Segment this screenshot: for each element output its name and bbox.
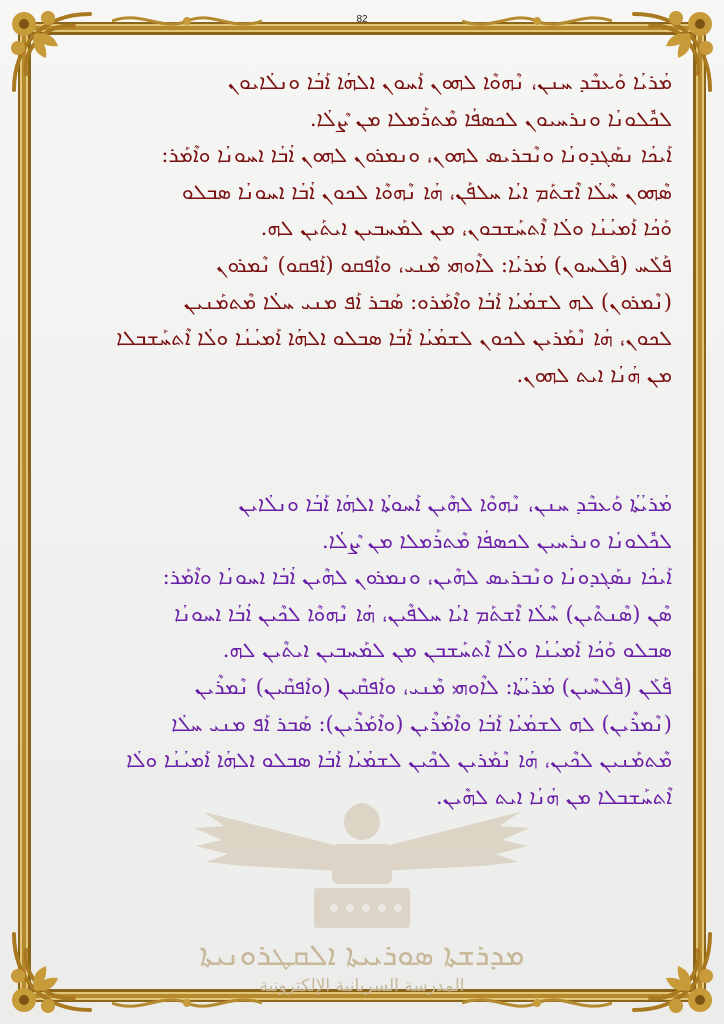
school-name-syriac: ܡܕܪܫܬܐ ܣܘܪܝܝܬܐ ܐܠܩܛܪܘܢܝܬܐ bbox=[199, 938, 525, 973]
page-number: 82 bbox=[356, 14, 368, 25]
text-line: ܦܰܠܰܚ (ܦܰܠܚܘܢ) ܡܳܪܝܳܐ: ܠܐܶܘܗܝ ܡܶܢܝ، ܘܐܰܦܩܘ (ܐܰܦܩܘ) ܢܶܡܪܘܢ bbox=[216, 252, 672, 277]
school-name-arabic: المدرسة السريانية الإلكترونية bbox=[259, 976, 465, 996]
text-line: ܘܰܟܳܐ ܐܰܡܝܳܢܳܐ ܘܠܳܐ ܐܶܬܚܰܫܒܘܢ، ܡܢ ܠܡܰܚܒܝܢ ܐܝܬܰܝܢ ܠܗ. bbox=[260, 216, 672, 241]
text-line: ܡܳܪܝܳܬܳܐ ܘܰܥܒܶܕ ܚܢܢ، ܢܶܗܘܶܐ ܠܗܶܝܢ ܐܰܚܘܬܳܐ ܐܠܗܳܐ ܐܰܒܳܐ ܘܢܠܳܐܝܢ bbox=[238, 492, 672, 516]
text-line: ܐܶܬܚܰܫܒܠܐ ܡܢ ܗܳܢܳܐ ܐܝܬ ܠܗܶܝܢ. bbox=[436, 784, 672, 809]
text-line: ܠܟܽܠܘܢܳܐ ܘܢܪܚܝܘܢ ܠܟܣܦܳܐ ܡܶܬܪܰܡܠܐ ܡܢ ܨܶܠܳܐ. bbox=[309, 106, 672, 131]
text-line: ܐܰܝܟܳܐ ܢܣܰܓܕܘܢܳܐ ܘܢܶܒܪܝܣ ܠܗܶܝܢ، ܘܢܡܪܘܢ ܠܗܶܝܢ ܐܳܒܳܐ ܐܚܘܢܳܐ ܘܐܶܡܰܪ: bbox=[162, 565, 672, 590]
text-block-masculine bbox=[60, 64, 672, 393]
text-block-feminine bbox=[60, 486, 672, 815]
text-line: (ܢܶܡܪܘܢ) ܠܗ ܠܫܡܳܝܳܐ ܐܰܒܳܐ ܘܐܶܡܰܪܘ: ܣܰܒܪ ܐܰܦ ܡܢܝ ܚܠܳܐ ܡܶܬܡܰܢܝܢ bbox=[183, 289, 672, 314]
text-line: ܡܳܪܝܳܐ ܘܰܥܒܶܕ ܚܢܢ، ܢܶܗܘܶܐ ܠܗܘܢ ܐܰܚܘܢ ܐܠܗܳܐ ܐܰܒܳܐ ܘܢܠܳܐܝܘܢ bbox=[227, 70, 672, 94]
text-line: (ܢܶܡܪܶܝܢ) ܠܗ ܠܫܡܳܝܳܐ ܐܰܒܳܐ ܘܐܶܡܰܪܶܝܢ (ܘܐܶܡܰܪܶܝܢ): ܣܰܒܪ ܐܰܦ ܡܢܝ ܚܠܳܐ bbox=[171, 711, 672, 736]
text-line: ܡܢ ܗܳܢܳܐ ܐܝܬ ܠܗܘܢ. bbox=[516, 362, 672, 387]
text-line: ܠܟܽܠܘܢܳܐ ܘܢܪܚܝܢ ܠܟܣܦܳܐ ܡܶܬܪܰܡܠܐ ܡܢ ܨܶܠܳܐ. bbox=[321, 528, 672, 553]
text-line: ܣܒܠܘ ܘܰܟܳܐ ܐܰܡܝܳܢܳܐ ܘܠܳܐ ܐܶܬܚܰܫܒܢ ܡܢ ܠܡܰܚܒܝܢ ܐܝܬܶܝܢ ܠܗ. bbox=[222, 638, 672, 663]
text-line: ܣܶܗܘܢ ܚܶܠܳܐ ܐܶܫܬܰܡ ܐܝܳܐ ܚܠܦܰܢ، ܗܳܐ ܢܶܗܘܶܐ ܠܟܘܢ ܐܳܒܳܐ ܐܚܘܢܳܐ ܣܒܠܘ bbox=[181, 179, 672, 204]
text-line: ܡܶܬܡܰܢܝܢ ܠܟܶܝܢ، ܗܳܐ ܢܶܡܰܪܝܢ ܠܟܶܝܢ ܠܫܡܳܝܳܐ ܐܰܒܳܐ ܣܒܠܘ ܐܠܗܳܐ ܐܰܡܝܳܢܳܐ ܘܠܳܐ bbox=[126, 748, 672, 773]
text-line: ܠܟܘܢ، ܗܳܐ ܢܶܡܰܪܝܢ ܠܟܘܢ ܠܫܡܳܝܳܐ ܐܰܒܳܐ ܣܒܠܘ ܐܠܗܳܐ ܐܰܡܝܳܢܳܐ ܘܠܳܐ ܐܶܬܚܰܫܒܠܐ bbox=[116, 326, 672, 351]
text-line: ܦܰܠܰܢ (ܦܰܠܚܶܝܢ) ܡܳܪܝܳܬܳܐ: ܠܐܶܘܗܝ ܡܶܢܝ، ܘܐܰܦܩܶܝܢ (ܘܐܰܦܩܶܝܢ) ܢܶܡܪܶܝܢ bbox=[194, 674, 672, 699]
text-line: ܐܰܝܟܳܐ ܢܣܰܓܕܘܢܳܐ ܘܢܶܒܪܝܣ ܠܗܘܢ، ܘܢܡܪܘܢ ܠܗܘܢ ܐܳܒܳܐ ܐܚܘܢܳܐ ܘܐܶܡܰܪ: bbox=[161, 143, 672, 168]
text-line: ܣܶܢ (ܣܶܢܬܶܝܢ) ܚܶܠܳܐ ܐܶܫܬܰܡ ܐܝܳܐ ܚܠܦܶܝܢ، ܗܳܐ ܢܶܗܘܶܐ ܠܟܶܝܢ ܐܳܒܳܐ ܐܚܘܢܳܐ bbox=[174, 601, 672, 626]
